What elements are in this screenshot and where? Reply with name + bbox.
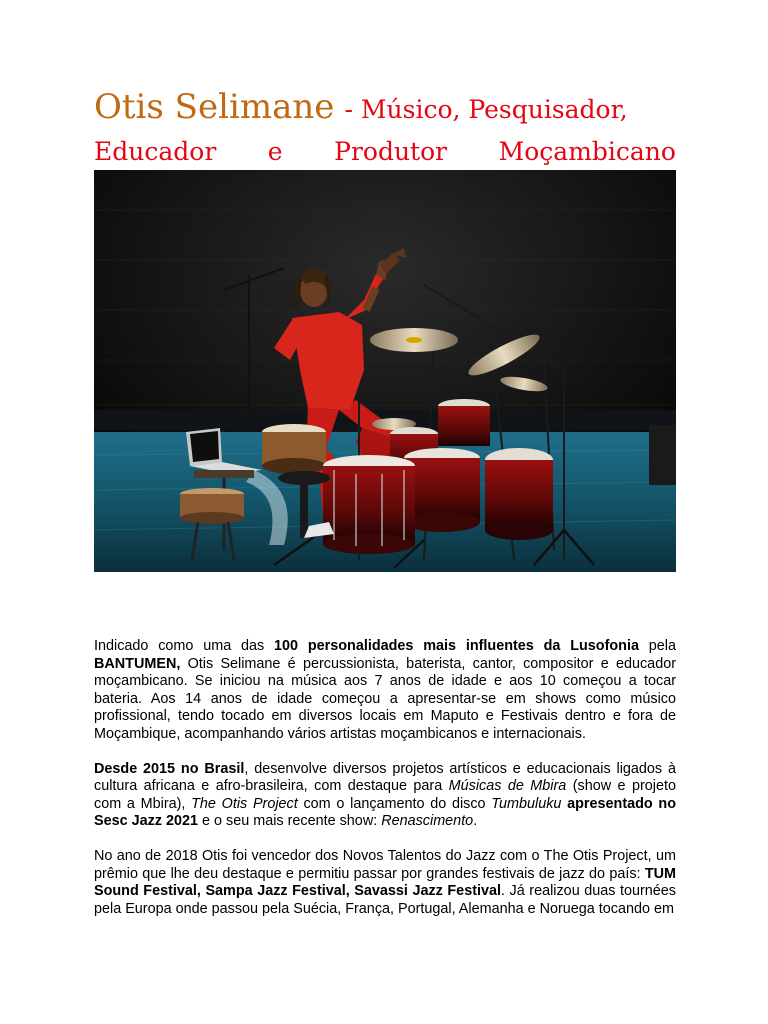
- text-run: , desenvolve diversos projetos artísticos e educacionais ligados à cultura africana e afro-brasileira, com destaque para: [94, 760, 676, 795]
- document-title: [94, 86, 676, 173]
- text-run: com o lançamento do disco: [297, 795, 492, 812]
- text-run: Indicado como uma das: [94, 638, 275, 654]
- text-run: e o seu mais recente show:: [198, 813, 382, 830]
- text-run: . Já realizou duas tournées pela Europa onde passou pela Suécia, França, Portugal, Alemanha e Noruega tocando em: [94, 883, 677, 917]
- title-word: Moçambicano: [498, 137, 676, 166]
- text-run: Renascimento: [381, 813, 474, 830]
- article-body: [94, 638, 676, 935]
- title-name: Otis Selimane: [94, 87, 335, 127]
- title-line-2: [94, 131, 676, 173]
- title-word: Educador: [94, 137, 217, 166]
- text-run: Otis Selimane é percussionista, baterista, cantor, compositor e educador moçambicano. Se iniciou na música aos 7 anos de idade e aos 10 começou a tocar bateria. Aos 14 anos de idade começou a apresentar-se em shows como músico profissional, tendo tocado em diversos locais em Maputo e Festivais dentro e fora de Moçambique, acompanhando vários artistas moçambicanos e internacionais.: [94, 655, 676, 742]
- text-run: apresentado no Sesc Jazz 2021: [94, 795, 677, 830]
- text-run: 100 personalidades mais influentes da Lusofonia: [274, 638, 639, 654]
- paragraph: [94, 848, 676, 918]
- text-run: No ano de 2018 Otis foi vencedor dos Novos Talentos do Jazz com o The Otis Project, um prêmio que lhe deu destaque e permitiu passar por grandes festivais de jazz do país:: [94, 847, 676, 882]
- text-run: Desde 2015 no Brasil: [94, 760, 245, 777]
- text-run: pela: [638, 638, 676, 654]
- text-run: BANTUMEN,: [94, 655, 181, 672]
- title-word: Produtor: [334, 137, 448, 166]
- text-run: (show e projeto com a Mbira),: [94, 778, 677, 812]
- document-page: [94, 86, 677, 917]
- text-run: The Otis Project: [191, 795, 298, 812]
- paragraph: [94, 761, 676, 831]
- title-subtitle-part-1: - Músico, Pesquisador,: [344, 95, 628, 124]
- title-word: e: [267, 137, 283, 166]
- concert-photo: [94, 170, 676, 572]
- text-run: .: [473, 813, 478, 830]
- paragraph: [94, 638, 676, 744]
- title-line-1: [94, 86, 676, 131]
- text-run: Músicas de Mbira: [448, 778, 567, 795]
- text-run: Tumbuluku: [491, 795, 562, 812]
- text-run: TUM Sound Festival, Sampa Jazz Festival, Savassi Jazz Festival: [94, 865, 676, 900]
